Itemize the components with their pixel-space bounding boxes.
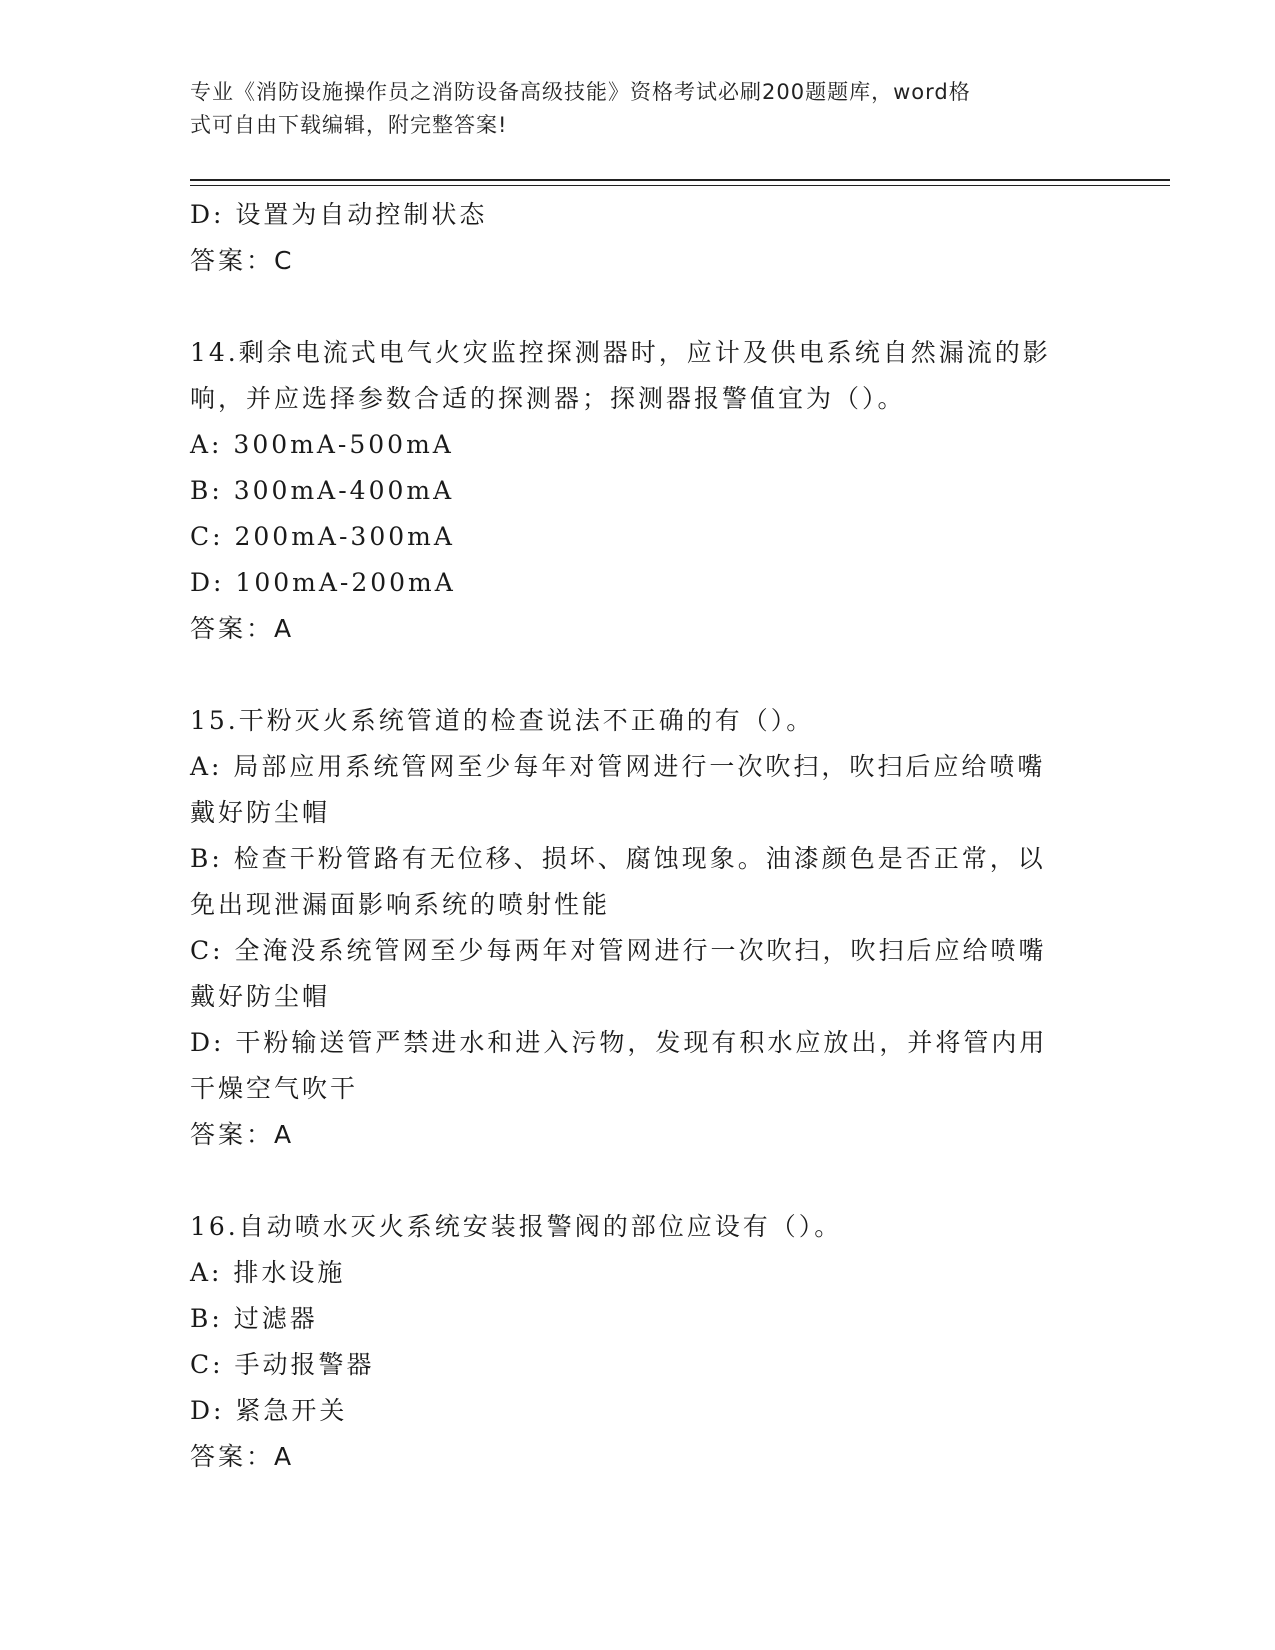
option-a-continued: 戴好防尘帽 xyxy=(190,798,331,827)
option-c: C: 手动报警器 xyxy=(190,1350,375,1379)
option-b: B: 检查干粉管路有无位移、损坏、腐蚀现象。油漆颜色是否正常，以 xyxy=(190,844,1046,873)
option-a: A: 300mA-500mA xyxy=(190,430,454,459)
option-d: D: 紧急开关 xyxy=(190,1396,348,1425)
question-stem-line: 14.剩余电流式电气火灾监控探测器时，应计及供电系统自然漏流的影 xyxy=(190,338,1051,367)
carryover-answer: 答案：C xyxy=(190,246,295,275)
option-b-continued: 免出现泄漏面影响系统的喷射性能 xyxy=(190,890,611,919)
header-line-2: 式可自由下载编辑，附完整答案! xyxy=(190,113,508,137)
question-stem-line: 16.自动喷水灭火系统安装报警阀的部位应设有（）。 xyxy=(190,1212,843,1241)
spacer xyxy=(190,284,1090,330)
answer-line: 答案：A xyxy=(190,614,295,643)
option-a: A: 排水设施 xyxy=(190,1258,346,1287)
option-d-continued: 干燥空气吹干 xyxy=(190,1074,359,1103)
option-c: C: 全淹没系统管网至少每两年对管网进行一次吹扫，吹扫后应给喷嘴 xyxy=(190,936,1047,965)
header-line-1: 专业《消防设施操作员之消防设备高级技能》资格考试必刷200题题库，word格 xyxy=(190,80,971,104)
question-16 xyxy=(190,1204,1090,1480)
answer-line: 答案：A xyxy=(190,1120,295,1149)
question-stem-line: 15.干粉灭火系统管道的检查说法不正确的有（）。 xyxy=(190,706,815,735)
carryover-option-d: D: 设置为自动控制状态 xyxy=(190,200,488,229)
answer-line: 答案：A xyxy=(190,1442,295,1471)
option-d: D: 100mA-200mA xyxy=(190,568,456,597)
question-stem-line: 响，并应选择参数合适的探测器；探测器报警值宜为（）。 xyxy=(190,384,906,413)
option-c-continued: 戴好防尘帽 xyxy=(190,982,331,1011)
spacer xyxy=(190,1158,1090,1204)
question-14 xyxy=(190,330,1090,652)
option-c: C: 200mA-300mA xyxy=(190,522,455,551)
option-d: D: 干粉输送管严禁进水和进入污物，发现有积水应放出，并将管内用 xyxy=(190,1028,1048,1057)
option-a: A: 局部应用系统管网至少每年对管网进行一次吹扫，吹扫后应给喷嘴 xyxy=(190,752,1046,781)
document-body xyxy=(190,192,1090,1480)
document-header xyxy=(190,76,1090,142)
option-b: B: 300mA-400mA xyxy=(190,476,455,505)
option-b: B: 过滤器 xyxy=(190,1304,318,1333)
header-divider-thin xyxy=(190,185,1170,186)
question-15 xyxy=(190,698,1090,1158)
header-divider-thick xyxy=(190,179,1170,181)
spacer xyxy=(190,652,1090,698)
